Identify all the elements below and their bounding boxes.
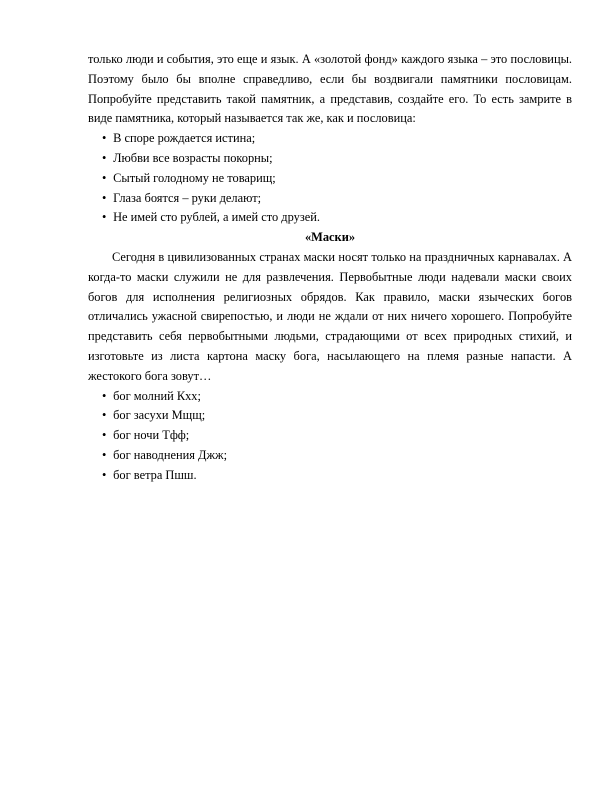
- list-item: [102, 446, 572, 466]
- proverb-list: [88, 129, 572, 228]
- bullet-icon: •: [102, 388, 107, 403]
- gods-list: [88, 387, 572, 486]
- list-item-text: бог ночи Тфф;: [113, 428, 190, 443]
- bullet-icon: •: [102, 150, 107, 165]
- list-item-text: Сытый голодному не товарищ;: [113, 170, 276, 185]
- bullet-icon: •: [102, 170, 107, 185]
- list-item: [102, 169, 572, 189]
- bullet-icon: •: [102, 408, 107, 423]
- bullet-icon: •: [102, 447, 107, 462]
- list-item-text: бог наводнения Джж;: [113, 447, 228, 462]
- bullet-icon: •: [102, 210, 107, 225]
- bullet-icon: •: [102, 428, 107, 443]
- section-heading-masks: «Маски»: [304, 230, 356, 245]
- list-item-text: бог засухи Мщщ;: [113, 408, 206, 423]
- list-item: [102, 466, 572, 486]
- list-item-text: Любви все возрасты покорны;: [113, 150, 273, 165]
- list-item-text: Глаза боятся – руки делают;: [113, 190, 262, 205]
- list-item-text: Не имей сто рублей, а имей сто друзей.: [113, 210, 320, 225]
- list-item-text: бог ветра Пшш.: [113, 467, 197, 482]
- list-item: [102, 189, 572, 209]
- bullet-icon: •: [102, 190, 107, 205]
- paragraph-proverbs-intro: только люди и события, это еще и язык. А «золотой фонд» каждого языка – это пословицы. Поэтому было бы вполне справедливо, если бы воздвигали памятники пословицам. Попробуйте представить такой памятник, а представив, создайте его. То есть замрите в виде памятника, который называется так же, как и пословица:: [88, 52, 572, 126]
- list-item: [102, 149, 572, 169]
- list-item: [102, 426, 572, 446]
- list-item-text: бог молний Кхх;: [113, 388, 201, 403]
- list-item: [102, 208, 572, 228]
- list-item: [102, 129, 572, 149]
- bullet-icon: •: [102, 467, 107, 482]
- paragraph-masks: Сегодня в цивилизованных странах маски носят только на праздничных карнавалах. А когда-то маски служили не для развлечения. Первобытные люди надевали маски своих богов для исполнения религиозных обрядов. Как правило, маски языческих богов отличались ужасной свирепостью, и люди не ждали от них ничего хорошего. Попробуйте представить себя первобытными людьми, страдающими от всех природных стихий, и изготовьте из листа картона маску бога, насылающего на племя разные напасти. А жестокого бога зовут…: [88, 249, 572, 383]
- bullet-icon: •: [102, 131, 107, 146]
- list-item-text: В споре рождается истина;: [113, 131, 256, 146]
- list-item: [102, 406, 572, 426]
- list-item: [102, 387, 572, 407]
- document-page: [88, 50, 572, 486]
